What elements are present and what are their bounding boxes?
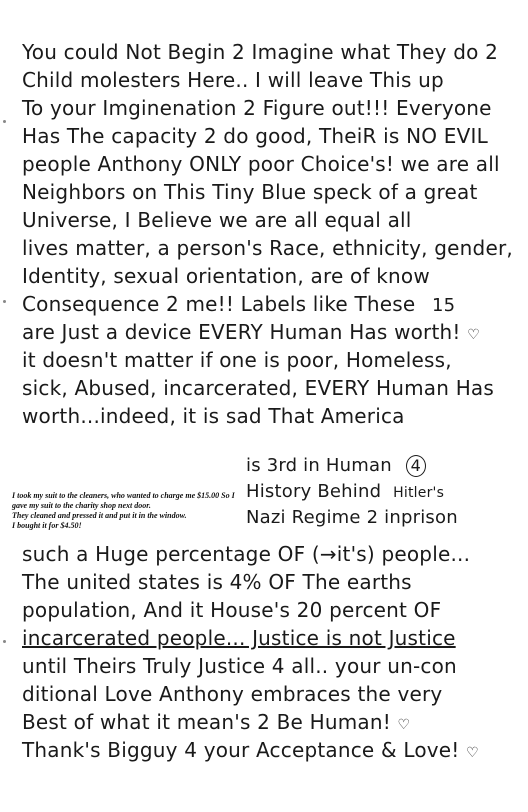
letter-line-10 [22,290,455,320]
side-line-1 [246,452,426,480]
letter-line-16: The united states is 4% OF The earths [22,570,412,594]
heart-icon: ♡ [467,327,480,343]
side-line-2-text: History Behind [246,481,382,502]
letter-line-1: You could Not Begin 2 Imagine what They do 2 [22,40,499,64]
letter-line-21 [22,708,410,739]
letter-line-9: Identity, sexual orientation, are of know [22,264,430,288]
side-line-3: Nazi Regime 2 inprison [246,507,458,528]
letter-line-20: ditional Love Anthony embraces the very [22,682,443,706]
side-line-1-text: is 3rd in Human [246,455,392,476]
letter-line-18: incarcerated people... Justice is not Justice [22,626,456,650]
letter-line-2: Child molesters Here.. I will leave This up [22,68,444,92]
letter-line-15: such a Huge percentage OF (→it's) people... [22,542,471,566]
hitlers-word: Hitler's [393,485,445,501]
letter-line-11-text: are Just a device EVERY Human Has worth! [22,320,461,344]
circled-page-number: 4 [406,455,426,477]
letter-line-21-text: Best of what it mean's 2 Be Human! [22,710,391,734]
letter-line-14: worth...indeed, it is sad That America [22,404,405,428]
letter-line-7: Universe, I Believe we are all equal all [22,208,412,232]
letter-line-22-text: Thank's Bigguy 4 your Acceptance & Love! [22,738,460,762]
heart-icon: ♡ [466,745,479,761]
letter-line-5: people Anthony ONLY poor Choice's! we are all [22,152,500,176]
clipping-line-2: They cleaned and pressed it and put it in the window. [12,511,187,520]
clipping-line-3: I bought it for $4.50! [12,521,82,530]
letter-line-10-text: Consequence 2 me!! Labels like These [22,292,416,316]
letter-line-22 [22,736,479,767]
letter-line-4: Has The capacity 2 do good, TheiR is NO EVIL [22,124,488,148]
clipping-line-1: I took my suit to the cleaners, who wanted to charge me $15.00 So I gave my suit to the charity shop next door. [12,491,235,510]
letter-line-8: lives matter, a person's Race, ethnicity, gender, [22,236,513,260]
letter-line-17: population, And it House's 20 percent OF [22,598,442,622]
edge-speck [3,300,6,303]
letter-line-11 [22,318,480,349]
side-line-2 [246,478,444,507]
letter-line-3: To your Imginenation 2 Figure out!!! Everyone [22,96,492,120]
letter-line-6: Neighbors on This Tiny Blue speck of a great [22,180,478,204]
edge-speck [3,120,6,123]
letter-line-12: it doesn't matter if one is poor, Homeless, [22,348,452,372]
letter-line-19: until Theirs Truly Justice 4 all.. your un-con [22,654,457,678]
page-number-15: 15 [431,295,456,316]
heart-icon: ♡ [397,717,411,733]
edge-speck [3,640,6,643]
letter-line-13: sick, Abused, incarcerated, EVERY Human Has [22,376,495,400]
newspaper-clipping [12,491,238,531]
